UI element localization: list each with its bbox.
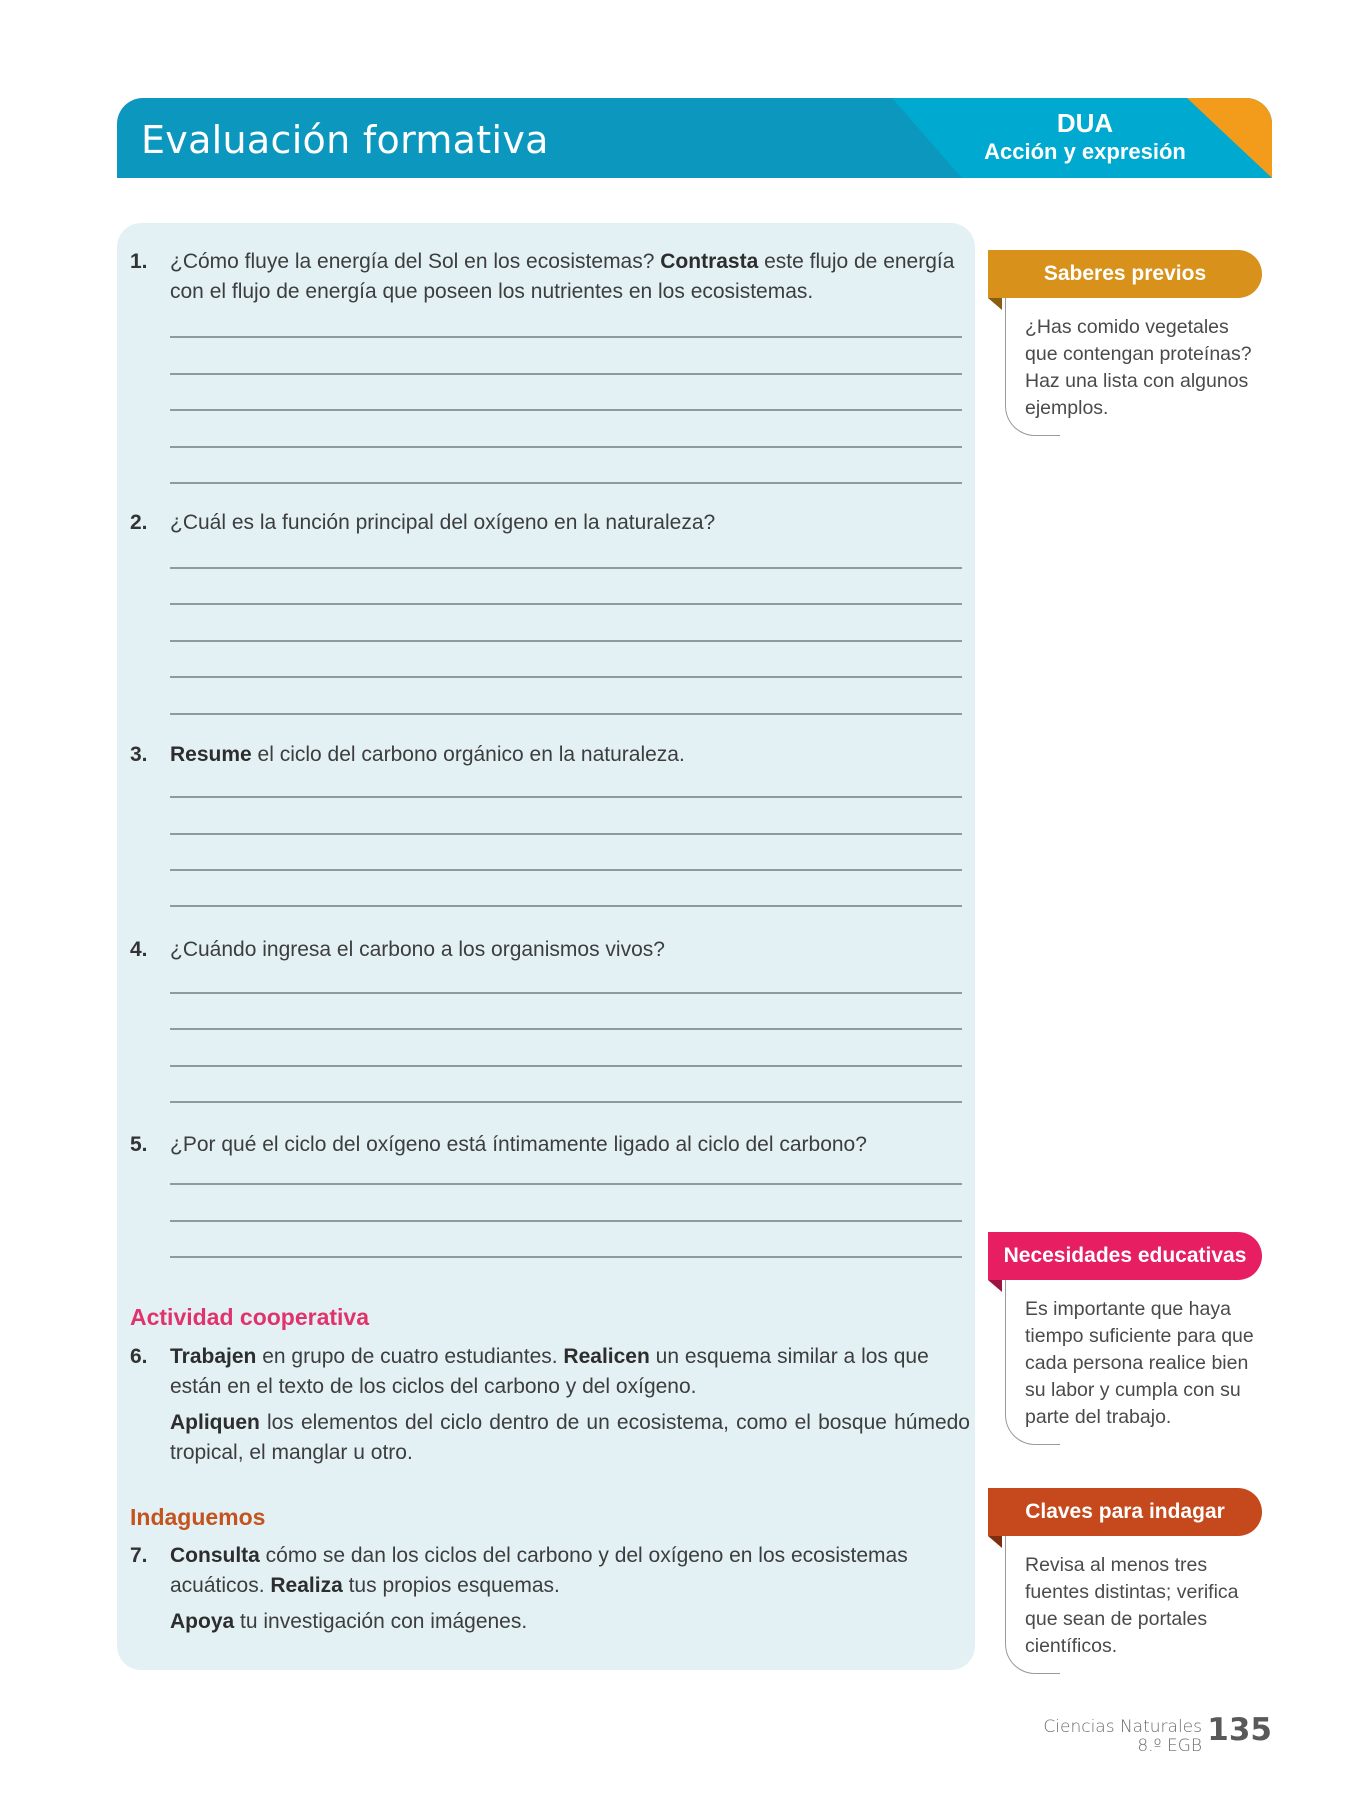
question-1 — [130, 247, 970, 307]
sidebar-box-saberes-previos — [988, 250, 1273, 436]
answer-line[interactable] — [170, 1028, 962, 1030]
text-run: tus propios esquemas. — [342, 1574, 560, 1597]
keyword: Trabajen — [170, 1345, 257, 1368]
question-text: ¿Cuándo ingresa el carbono a los organismos vivos? — [170, 938, 665, 961]
question-text-paragraph-2 — [170, 1408, 970, 1468]
answer-line[interactable] — [170, 482, 962, 484]
answer-line[interactable] — [170, 992, 962, 994]
keyword: Consulta — [170, 1544, 260, 1567]
keyword: Contrasta — [660, 250, 759, 273]
keyword: Apoya — [170, 1610, 235, 1633]
text-run: los elementos del ciclo dentro de un ecosistema, como el bosque húmedo tropical, el manglar u otro. — [170, 1411, 970, 1464]
dua-subtitle: Acción y expresión — [984, 139, 1186, 164]
text-run: cómo se dan los ciclos del carbono y del oxígeno en los ecosistemas acuáticos. — [170, 1544, 908, 1597]
answer-line[interactable] — [170, 905, 962, 907]
dua-title: DUA — [1056, 108, 1114, 138]
question-text: ¿Cuál es la función principal del oxígeno en la naturaleza? — [170, 511, 716, 534]
answer-line[interactable] — [170, 869, 962, 871]
text-run: tu investigación con imágenes. — [234, 1610, 528, 1633]
answer-line[interactable] — [170, 409, 962, 411]
text-run: este flujo de energía con el flujo de energía que poseen los nutrientes en los ecosistemas. — [170, 250, 955, 303]
section-header-banner — [117, 98, 1272, 178]
answer-line[interactable] — [170, 640, 962, 642]
answer-line[interactable] — [170, 1220, 962, 1222]
answer-line[interactable] — [170, 713, 962, 715]
question-4 — [130, 935, 970, 965]
sidebar-box-necesidades-educativas — [988, 1232, 1273, 1445]
answer-line[interactable] — [170, 833, 962, 835]
sidebar-tab-title: Claves para indagar — [988, 1488, 1262, 1536]
question-number: 6. — [130, 1345, 148, 1368]
answer-line[interactable] — [170, 373, 962, 375]
text-run: el ciclo del carbono orgánico en la naturaleza. — [251, 743, 685, 766]
sidebar-box-claves-para-indagar — [988, 1488, 1273, 1674]
text-run: ¿Cómo fluye la energía del Sol en los ecosistemas? — [170, 250, 661, 273]
answer-line[interactable] — [170, 567, 962, 569]
question-6 — [130, 1342, 970, 1468]
question-7 — [130, 1541, 970, 1637]
keyword: Apliquen — [170, 1411, 260, 1434]
question-text — [170, 1342, 970, 1402]
answer-line[interactable] — [170, 1183, 962, 1185]
answer-line[interactable] — [170, 796, 962, 798]
subject-name: Ciencias Naturales — [1043, 1717, 1202, 1737]
question-3 — [130, 740, 970, 770]
answer-line[interactable] — [170, 446, 962, 448]
answer-line[interactable] — [170, 676, 962, 678]
question-number: 4. — [130, 938, 148, 961]
question-number: 5. — [130, 1133, 148, 1156]
answer-line[interactable] — [170, 1065, 962, 1067]
cooperative-heading: Actividad cooperativa — [130, 1304, 370, 1330]
sidebar-tab-title: Necesidades educativas — [988, 1232, 1262, 1280]
question-number: 3. — [130, 743, 148, 766]
keyword: Realiza — [270, 1574, 343, 1597]
text-run: un esquema similar a los que están en el texto de los ciclos del carbono y del oxígeno. — [170, 1345, 929, 1398]
question-number: 7. — [130, 1544, 148, 1567]
question-text: ¿Por qué el ciclo del oxígeno está íntimamente ligado al ciclo del carbono? — [170, 1133, 867, 1156]
inquiry-heading: Indaguemos — [130, 1504, 266, 1530]
answer-line[interactable] — [170, 1256, 962, 1258]
page-footer — [1043, 1712, 1272, 1756]
text-run: en grupo de cuatro estudiantes. — [256, 1345, 564, 1368]
question-5 — [130, 1130, 970, 1160]
dua-label — [970, 108, 1200, 166]
sidebar-tab-title: Saberes previos — [988, 250, 1262, 298]
keyword: Resume — [170, 743, 252, 766]
answer-line[interactable] — [170, 1101, 962, 1103]
keyword: Realicen — [563, 1345, 650, 1368]
question-2 — [130, 508, 970, 538]
page-title: Evaluación formativa — [141, 118, 549, 162]
question-number: 2. — [130, 511, 148, 534]
sidebar-text: ¿Has comido vegetales que contengan proteínas? Haz una lista con algunos ejemplos. — [1025, 316, 1252, 419]
question-text — [170, 1541, 970, 1601]
answer-line[interactable] — [170, 336, 962, 338]
footer-subject — [982, 1718, 1202, 1756]
question-number: 1. — [130, 250, 148, 273]
question-text — [170, 740, 970, 770]
answer-line[interactable] — [170, 603, 962, 605]
sidebar-text: Es importante que haya tiempo suficiente para que cada persona realice bien su labor y cumpla con su parte del trabajo. — [1025, 1298, 1254, 1428]
question-text-paragraph-2 — [170, 1607, 970, 1637]
page-number: 135 — [1207, 1712, 1272, 1748]
question-text — [170, 247, 970, 307]
sidebar-text: Revisa al menos tres fuentes distintas; verifica que sean de portales científicos. — [1025, 1554, 1239, 1657]
grade-level: 8.º EGB — [1137, 1736, 1202, 1756]
